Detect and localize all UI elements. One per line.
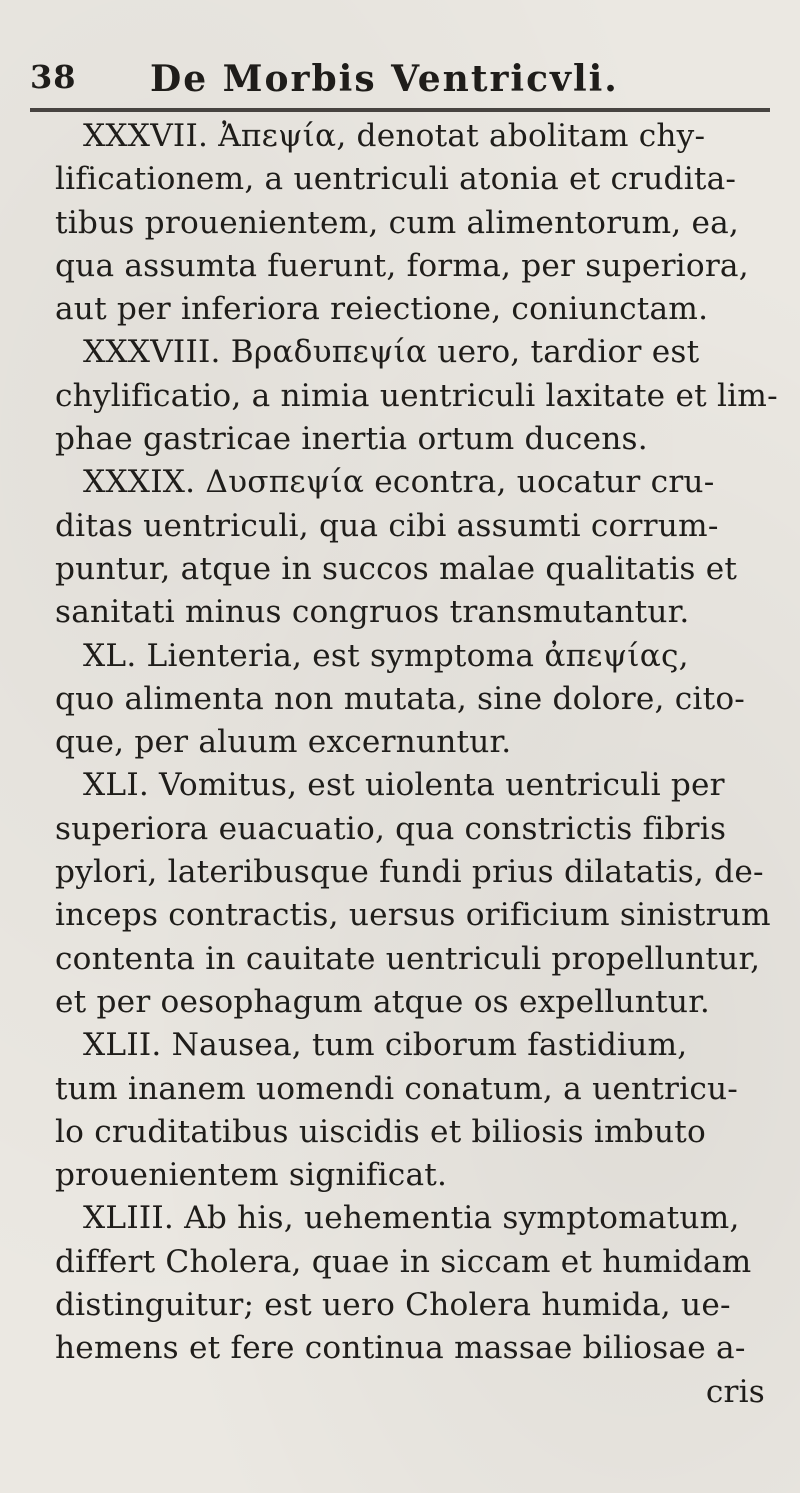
text-line: contenta in cauitate uentriculi propelluntur, <box>55 940 761 977</box>
text-line: sanitati minus congruos transmutantur. <box>55 594 690 631</box>
text-line: superiora euacuatio, qua constrictis fibris <box>55 810 727 847</box>
text-line: pylori, lateribusque fundi prius dilatatis, de- <box>55 854 764 891</box>
catchword: cris <box>705 1373 765 1410</box>
text-line: hemens et fere continua massae biliosae a- <box>55 1330 746 1367</box>
text-line: inceps contractis, uersus orificium sinistrum <box>55 897 771 934</box>
text-line: et per oesophagum atque os expelluntur. <box>55 983 710 1020</box>
text-line: XLI. Vomitus, est uiolenta uentriculi per <box>83 767 725 804</box>
header-rule <box>30 108 770 112</box>
text-line: XXXVII. Ἀπεψία, denotat abolitam chy- <box>83 118 706 154</box>
text-line: quo alimenta non mutata, sine dolore, cito- <box>55 680 746 717</box>
text-line: chylificatio, a nimia uentriculi laxitate et lim- <box>55 377 778 414</box>
text-line: que, per aluum excernuntur. <box>55 724 512 761</box>
text-line: lificationem, a uentriculi atonia et crudita- <box>55 161 737 198</box>
page-header <box>30 58 770 108</box>
page-number: 38 <box>30 58 77 96</box>
text-line: aut per inferiora reiectione, coniunctam. <box>55 291 709 328</box>
text-line: XXXIX. Δυσπεψία econtra, uocatur cru- <box>83 464 715 501</box>
running-title: De Morbis Ventricvli. <box>150 58 619 100</box>
body-text <box>55 115 778 1414</box>
text-line: XLII. Nausea, tum ciborum fastidium, <box>83 1027 688 1064</box>
text-line: puntur, atque in succos malae qualitatis et <box>55 550 738 587</box>
text-line: XL. Lienteria, est symptoma ἀπεψίας, <box>83 637 689 674</box>
text-line: tibus prouenientem, cum alimentorum, ea, <box>55 204 740 241</box>
text-line: lo cruditatibus uiscidis et biliosis imbuto <box>55 1113 707 1150</box>
text-line: ditas uentriculi, qua cibi assumti corrum- <box>55 507 719 544</box>
text-line: tum inanem uomendi conatum, a uentricu- <box>55 1070 739 1107</box>
text-line: distinguitur; est uero Cholera humida, ue- <box>55 1287 731 1324</box>
text-line: XLIII. Ab his, uehementia symptomatum, <box>83 1200 740 1237</box>
text-line: prouenientem significat. <box>55 1157 448 1194</box>
text-line: differt Cholera, quae in siccam et humidam <box>55 1243 752 1280</box>
text-line: phae gastricae inertia ortum ducens. <box>55 421 648 458</box>
text-line: qua assumta fuerunt, forma, per superiora, <box>55 247 749 284</box>
text-line: XXXVIII. Βραδυπεψία uero, tardior est <box>83 334 700 371</box>
